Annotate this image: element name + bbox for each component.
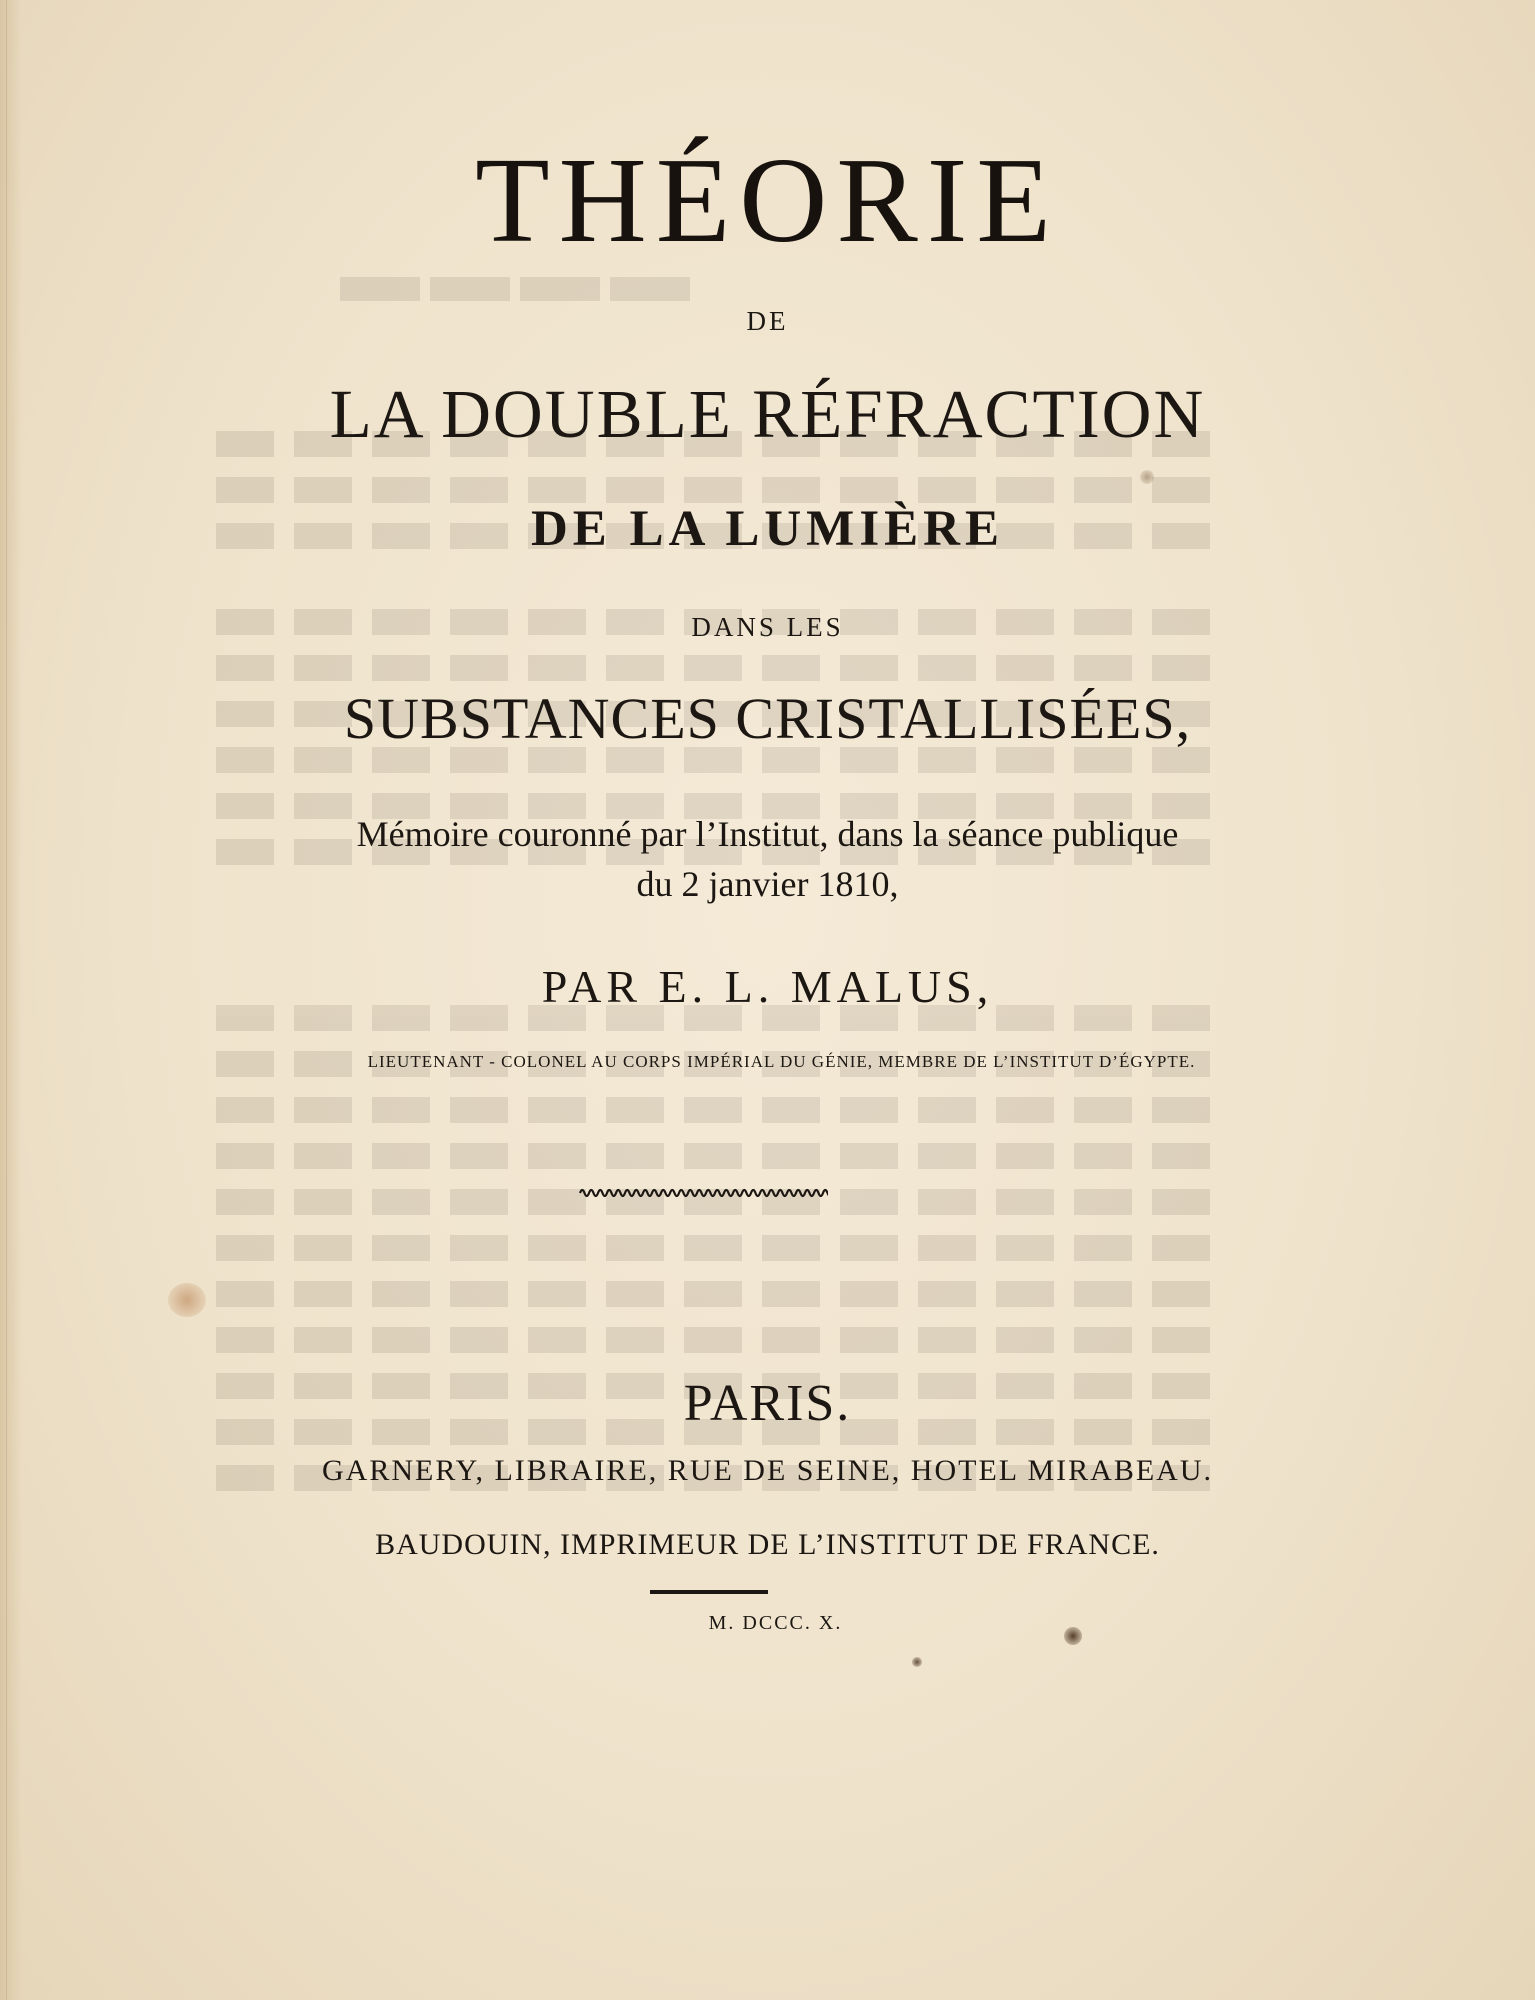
- title-substances: SUBSTANCES CRISTALLISÉES,: [343, 686, 1192, 751]
- verso-text-line: [210, 1327, 1210, 1353]
- verso-text-line: [210, 1235, 1210, 1261]
- book-title: THÉORIE: [475, 133, 1060, 268]
- verso-text-line: [210, 1281, 1210, 1307]
- verso-text-line: [210, 1143, 1210, 1169]
- wavy-line-ornament-icon: [578, 1186, 828, 1200]
- foxing-stain: [912, 1657, 922, 1667]
- title-of-light: DE LA LUMIÈRE: [530, 501, 1005, 557]
- verso-text-line: [210, 1097, 1210, 1123]
- author-name: PAR E. L. MALUS,: [541, 961, 994, 1012]
- imprint-rule: [650, 1590, 768, 1594]
- verso-text-line: [210, 477, 1210, 503]
- imprint-year: M. DCCC. X.: [708, 1612, 843, 1634]
- foxing-stain: [1140, 470, 1154, 484]
- imprint-printer: BAUDOUIN, IMPRIMEUR DE L’INSTITUT DE FRANCE.: [375, 1528, 1160, 1561]
- title-connector-de: DE: [746, 306, 789, 336]
- imprint-city: PARIS.: [683, 1375, 852, 1432]
- memoire-line-1: Mémoire couronné par l’Institut, dans la séance publique: [356, 814, 1179, 854]
- verso-heading-shape: ▬▬▬▬: [330, 231, 690, 319]
- title-connector-dans-les: DANS LES: [691, 612, 844, 642]
- title-subject: LA DOUBLE RÉFRACTION: [329, 376, 1206, 452]
- verso-text-line: [210, 655, 1210, 681]
- author-rank: LIEUTENANT - COLONEL AU CORPS IMPÉRIAL DU GÉNIE, MEMBRE DE L’INSTITUT D’ÉGYPTE.: [367, 1052, 1196, 1071]
- foxing-stain: [168, 1283, 206, 1317]
- memoire-line-2: du 2 janvier 1810,: [636, 864, 899, 904]
- imprint-publisher: GARNERY, LIBRAIRE, RUE DE SEINE, HOTEL MIRABEAU.: [322, 1454, 1213, 1487]
